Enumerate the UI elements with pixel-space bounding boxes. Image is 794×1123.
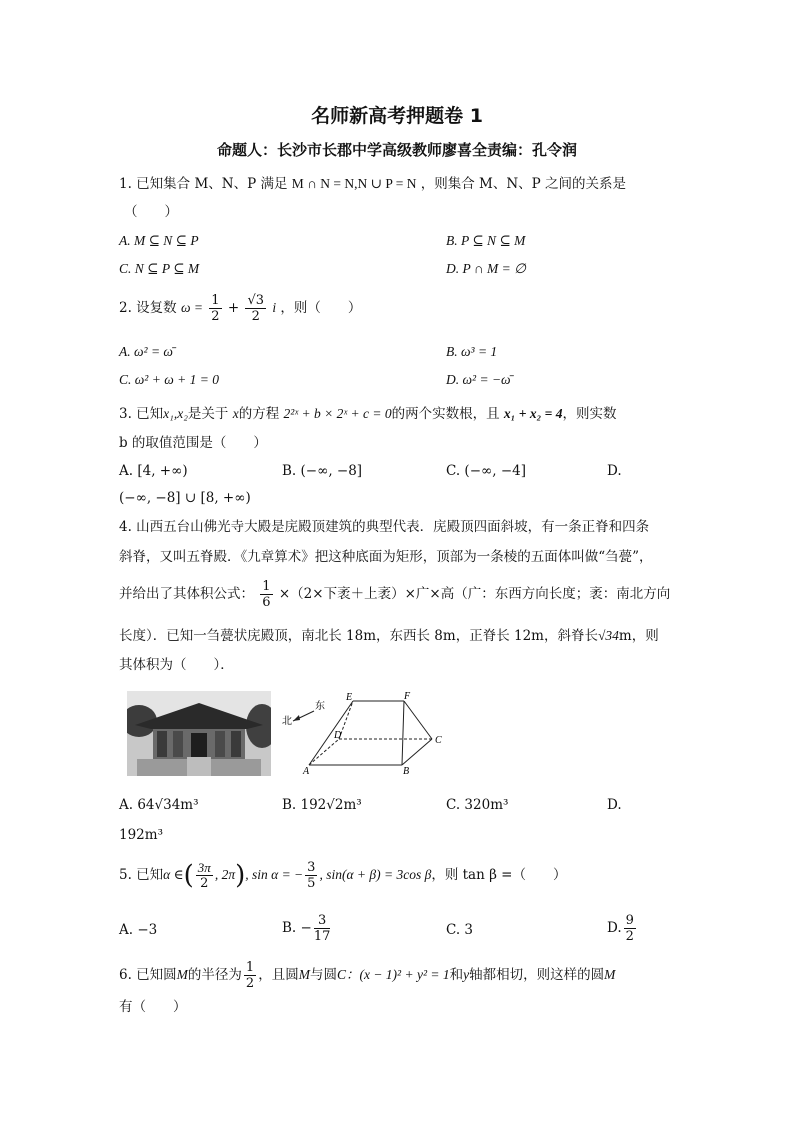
q5-option-b-fraction: $\frac{3}{17}$ (313, 913, 331, 944)
page-subtitle: 命题人：长沙市长郡中学高级教师廖喜全责编：孔令润 (216, 141, 577, 159)
vertex-e-label: E (346, 692, 353, 703)
q2-option-a: A. ω² = ω̄ (119, 344, 173, 359)
q5-option-b: B. − $\frac{3}{17}$ (282, 913, 331, 944)
q4-option-c: C. 320m³ (446, 797, 509, 813)
page-title: 名师新高考押题卷 1 (311, 105, 483, 127)
north-label: 北 (282, 716, 292, 727)
q4-option-a: A. 64√34m³ (119, 797, 199, 813)
q3-stem-line2: b 的取值范围是（ ） (119, 435, 267, 451)
q5-fraction-3-5: $\frac{3}{5}$ (307, 860, 316, 891)
q5-stem: 5. 已知α ∈( $\frac{3\pi}{2}$ , 2π), sin α = − $\frac{3}{5}$ , sin(α + β) = 3cos β，则 tan β =（ ） (119, 860, 567, 891)
chumeng-diagram (282, 688, 452, 778)
q2-option-b: B. ω³ = 1 (446, 344, 498, 359)
q5-option-d-fraction: $\frac{9}{2}$ (625, 913, 634, 944)
q3-option-c: C. (−∞, −4] (446, 463, 527, 479)
q1-option-a: A. M ⊆ N ⊆ P (119, 233, 199, 248)
q2-option-d: D. ω² = −ω̄ (446, 372, 511, 387)
q1-option-b: B. P ⊆ N ⊆ M (446, 233, 526, 248)
q2-fraction-sqrt3: $\frac{√3}{2}$ (247, 293, 265, 324)
q5-option-d: D. $\frac{9}{2}$ (607, 913, 634, 944)
q5-option-c: C. 3 (446, 922, 474, 938)
q6-stem-line2: 有（ ） (119, 999, 187, 1015)
vertex-f-label: F (404, 691, 411, 702)
q2-option-c: C. ω² + ω + 1 = 0 (119, 372, 219, 387)
q6-fraction-half: $\frac{1}{2}$ (245, 960, 255, 991)
q1-option-d: D. P ∩ M = ∅ (446, 261, 526, 276)
vertex-d-label: D (334, 730, 342, 741)
q4-line2: 斜脊，又叫五脊殿．《九章算术》把这种底面为矩形，顶部为一条棱的五面体叫做“刍甍”， (119, 549, 653, 565)
q2-fraction-half: $\frac{1}{2}$ (211, 293, 220, 324)
q3-option-a: A. [4, +∞) (119, 463, 188, 479)
q3-option-b: B. (−∞, −8] (282, 463, 363, 479)
q4-line3: 并给出了其体积公式： $\frac{1}{6}$ ×（2×下袤＋上袤）×广×高（广：东西方向长度；袤：南北方向 (119, 579, 671, 610)
q3-option-d: D. (607, 463, 622, 479)
q3-option-d-value: (−∞, −8] ∪ [8, +∞) (119, 490, 251, 506)
east-label: 东 (315, 701, 325, 712)
q4-option-b: B. 192√2m³ (282, 797, 362, 813)
q1-paren: （ ） (124, 204, 178, 220)
q4-option-d-value: 192m³ (119, 827, 163, 843)
q5-option-a: A. −3 (119, 922, 158, 938)
q5-fraction-3pi: $\frac{3\pi}{2}$ (197, 860, 211, 891)
q4-line1: 4. 山西五台山佛光寺大殿是庑殿顶建筑的典型代表．庑殿顶四面斜坡，有一条正脊和四条 (119, 519, 650, 535)
vertex-b-label: B (403, 766, 410, 777)
q4-option-d: D. (607, 797, 622, 813)
temple-photo (127, 691, 271, 776)
q1-stem: 1. 已知集合 M、N、P 满足 M ∩ N = N,N ∪ P = N ，则集合 M、N、P 之间的关系是 (119, 176, 627, 192)
q2-stem: 2. 设复数 ω = $\frac{1}{2}$ + $\frac{√3}{2}$ i ，则（ ） (119, 293, 362, 324)
q1-option-c: C. N ⊆ P ⊆ M (119, 261, 200, 276)
q4-line5: 其体积为（ ）． (119, 657, 234, 673)
vertex-a-label: A (303, 766, 310, 777)
q6-stem: 6. 已知圆M的半径为 $\frac{1}{2}$ ，且圆M与圆C：(x − 1)² + y² = 1和y轴都相切，则这样的圆M (119, 960, 616, 991)
q4-line4: 长度）．已知一刍甍状庑殿顶，南北长 18m，东西长 8m，正脊长 12m，斜脊长√34m，则 (119, 628, 659, 644)
q3-stem: 3. 已知x₁,x₂是关于 x的方程 2²ˣ + b × 2ˣ + c = 0的两个实数根，且 x₁ + x₂ = 4，则实数 (119, 406, 617, 422)
q4-fraction-sixth: $\frac{1}{6}$ (262, 579, 271, 610)
vertex-c-label: C (435, 735, 442, 746)
